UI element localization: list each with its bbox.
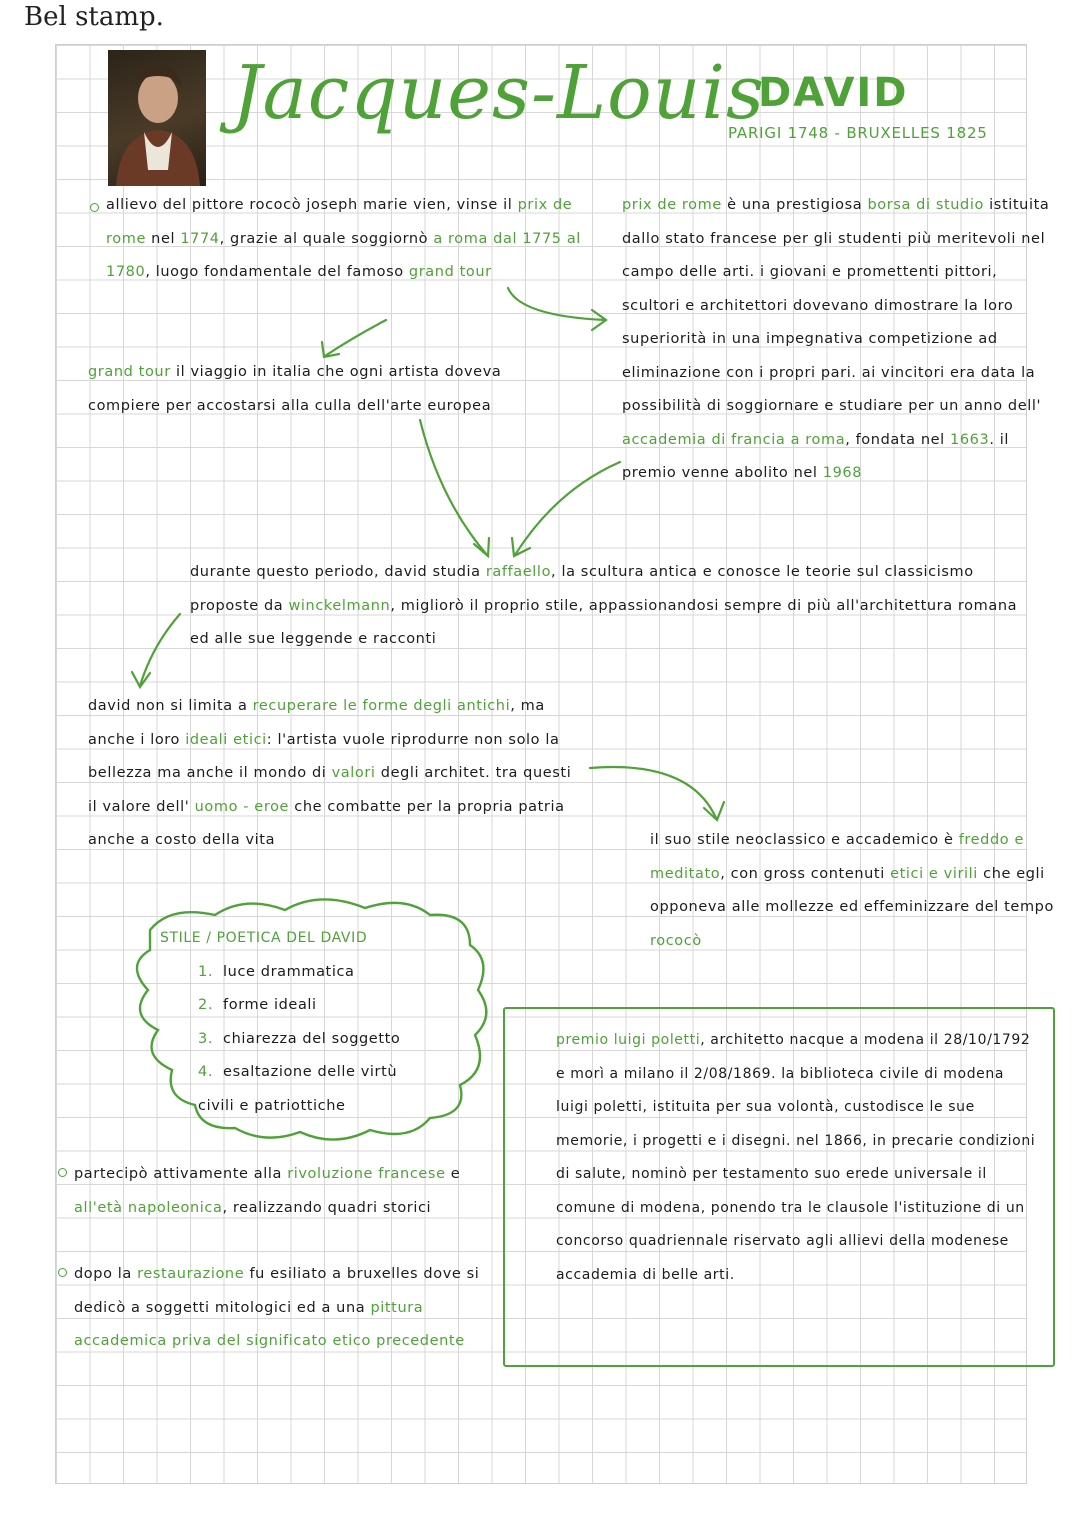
item-text: esaltazione delle virtù civili e patriottiche [198, 1064, 398, 1114]
rococo-term: rococò [650, 932, 702, 949]
intro-text: nel [145, 230, 181, 247]
winckelmann-term: winckelmann [288, 597, 391, 614]
cloud-title: STILE / POETICA DEL DAVID [160, 930, 368, 946]
values-term: valori [331, 765, 376, 781]
arrow-prix-down [515, 462, 620, 555]
grand-tour-term: grand tour [408, 264, 492, 280]
arrow-grand-tour-down [420, 420, 487, 555]
accademia-term: accademia di francia a roma [622, 431, 846, 448]
intro-text: , luogo fondamentale del famoso [145, 264, 409, 280]
arrow-to-grand-tour [325, 320, 386, 356]
item-number: 3. [198, 1030, 214, 1047]
revolution-paragraph [74, 1158, 494, 1225]
style-cloud [160, 922, 460, 1123]
scholarship-term: borsa di studio [867, 197, 984, 213]
intro-text: , grazie al quale soggiornò [219, 230, 434, 247]
ethical-virile-term: etici e virili [890, 865, 978, 882]
revolution-text: e [445, 1166, 461, 1182]
corner-note: Bel stamp. [24, 2, 164, 32]
arrow-period-down [140, 614, 180, 686]
hero-man-term: uomo - eroe [194, 798, 290, 815]
revolution-text: , realizzando quadri storici [222, 1199, 432, 1216]
prix-text: istituita dallo stato francese per gli studenti più meritevoli nel campo delle arti. i giovani e promettenti pittori, scultori e architettori dovevano dimostrare la loro superiorità in una impegnativa competizione ad eliminazione con i propri pari. ai vincitori era data la possibilità di soggiornare e studiare per un anno dell' [622, 197, 1050, 414]
poletti-paragraph [556, 1024, 1040, 1292]
title-first-name: Jacques-Louis [232, 50, 766, 136]
arrow-to-prix [508, 288, 605, 320]
style-text: che egli opponeva alle mollezze ed effeminizzare del tempo [650, 865, 1054, 915]
cold-meditated-term: freddo e meditato [650, 832, 1024, 882]
prix-term: prix de rome [106, 197, 573, 247]
style-text: , con gross contenuti [720, 865, 891, 882]
list-item [198, 956, 460, 990]
bullet-icon [58, 1168, 67, 1177]
period-text: , migliorò il proprio stile, appassionandosi sempre di più all'architettura romana ed alle sue leggende e racconti [190, 597, 1018, 647]
bullet-icon [58, 1268, 67, 1277]
list-item [198, 1023, 460, 1057]
year-1774: 1774 [180, 230, 220, 247]
ideals-text: degli architet. tra questi il valore dell' [88, 765, 572, 815]
prix-text: . il premio venne abolito nel [622, 431, 1009, 481]
title-surname: DAVID [758, 70, 909, 116]
academic-painting-term: pittura accademica priva del significato etico precedente [74, 1299, 465, 1349]
ideals-text: david non si limita a [88, 698, 253, 714]
list-item [198, 1056, 408, 1123]
revolution-term: rivoluzione francese [287, 1166, 446, 1182]
item-text: chiarezza del soggetto [223, 1030, 401, 1047]
rome-period: a roma dal 1775 al 1780 [106, 230, 581, 280]
period-text: , la scultura antica e conosce le teorie sul classicismo proposte da [190, 564, 974, 614]
raffaello-term: raffaello [485, 564, 552, 580]
intro-text: allievo del pittore rococò joseph marie vien, vinse il [106, 197, 518, 213]
restoration-term: restaurazione [137, 1266, 245, 1282]
prix-text: è una prestigiosa [721, 197, 868, 213]
item-text: luce drammatica [223, 963, 355, 980]
ideals-text: , ma anche i loro [88, 698, 545, 748]
napoleonic-term: all'età napoleonica [74, 1199, 223, 1216]
year-1663: 1663 [950, 431, 990, 448]
ideals-text: : l'artista vuole riprodurre non solo la bellezza ma anche il mondo di [88, 731, 560, 781]
item-number: 2. [198, 997, 214, 1013]
list-item [198, 989, 460, 1023]
restoration-text: dopo la [74, 1266, 138, 1282]
item-number: 4. [198, 1064, 214, 1080]
ethical-ideals-term: ideali etici [185, 731, 267, 748]
restoration-paragraph [74, 1258, 510, 1359]
item-text: forme ideali [223, 997, 317, 1013]
restoration-text: fu esiliato a bruxelles dove si dedicò a soggetti mitologici ed a una [74, 1266, 480, 1316]
prix-text: , fondata nel [845, 431, 950, 448]
cloud-list [198, 956, 460, 1124]
year-1968: 1968 [822, 465, 863, 481]
life-dates: PARIGI 1748 - BRUXELLES 1825 [728, 124, 988, 142]
poletti-text: , architetto nacque a modena il 28/10/1792 e morì a milano il 2/08/1869. la biblioteca civile di modena luigi poletti, istituita per sua volontà, custodisce le sue memorie, i progetti e i disegni. nel 1866, in precarie condizioni di salute, nominò per testamento suo erede universale il comune di modena, ponendo tra le clausole l'istituzione di un concorso quadriennale riservato agli allievi della modenese accademia di belle arti. [556, 1032, 1036, 1283]
revolution-text: partecipò attivamente alla [74, 1166, 288, 1182]
period-text: durante questo periodo, david studia [190, 564, 486, 580]
grand-tour-text: il viaggio in italia che ogni artista doveva compiere per accostarsi alla culla dell'arte europea [88, 364, 502, 414]
recover-forms-term: recuperare le forme degli antichi [252, 698, 511, 714]
prix-label: prix de rome [622, 197, 722, 213]
arrow-head [704, 802, 724, 820]
grand-tour-label: grand tour [88, 364, 171, 380]
item-number: 1. [198, 963, 214, 980]
style-text: il suo stile neoclassico e accademico è [650, 832, 959, 848]
arrow-to-style [590, 767, 716, 818]
poletti-term: premio luigi poletti [556, 1032, 701, 1048]
ideals-text: che combatte per la propria patria anche a costo della vita [88, 798, 565, 848]
